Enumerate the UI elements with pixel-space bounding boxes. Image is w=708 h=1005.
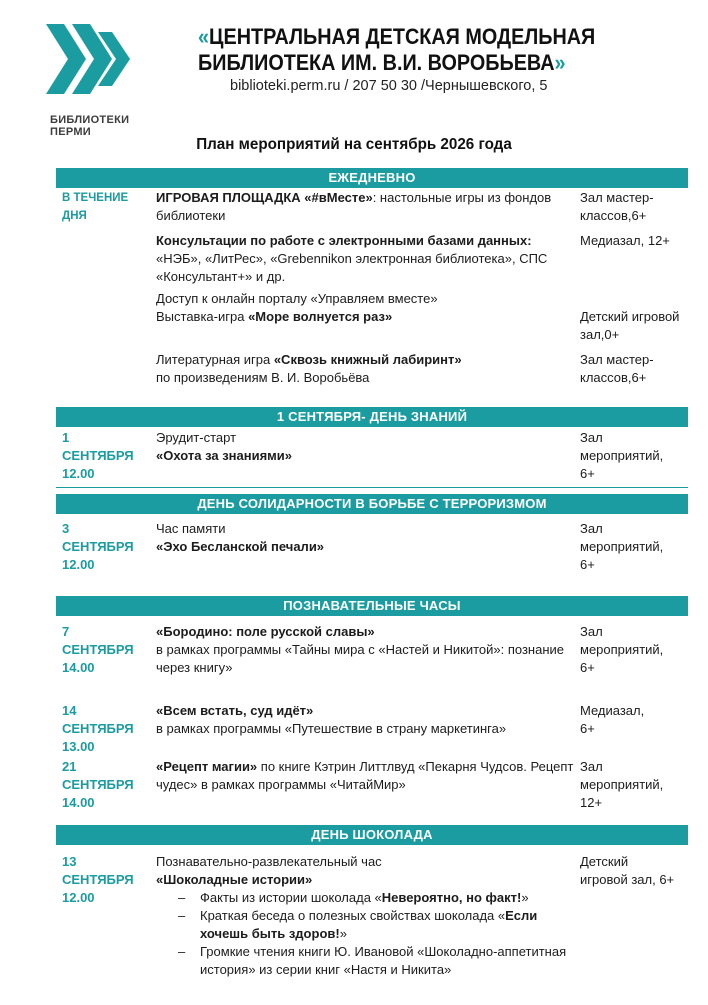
date-month: СЕНТЯБРЯ xyxy=(62,448,134,463)
date-daily xyxy=(62,189,152,225)
org-title-line1 xyxy=(198,24,639,50)
event-desc: Литературная игра xyxy=(156,352,274,367)
logo-text xyxy=(50,114,129,138)
section-header-knowledge-day: 1 СЕНТЯБРЯ- ДЕНЬ ЗНАНИЙ xyxy=(56,407,688,427)
date-daily-line2: ДНЯ xyxy=(62,210,87,222)
event-chocolate-stories xyxy=(156,853,576,979)
event-title: «Море волнуется раз» xyxy=(248,309,393,324)
event-place: Зал мастер-классов,6+ xyxy=(580,190,654,223)
date-sept-14 xyxy=(62,702,152,756)
item-text: Краткая беседа о полезных свойствах шоколада « xyxy=(200,908,506,923)
event-title: «Шоколадные истории» xyxy=(156,872,313,887)
list-item xyxy=(178,889,576,907)
org-title-line2 xyxy=(198,50,639,76)
event-place: Медиазал, 6+ xyxy=(580,703,645,736)
event-portal-access xyxy=(156,290,576,308)
event-place: Зал мероприятий, 6+ xyxy=(580,624,664,675)
event-desc: по книге Кэтрин Литтлвуд «Пекарня Чудсов. Рецепт чудес» в рамках программы «ЧитайМир» xyxy=(156,759,574,792)
date-day: 3 xyxy=(62,521,70,536)
date-daily-line1: В ТЕЧЕНИЕ xyxy=(62,192,129,204)
date-day: 1 xyxy=(62,430,70,445)
org-contacts: biblioteki.perm.ru / 207 50 30 /Чернышевского, 5 xyxy=(230,78,548,94)
event-title: Консультации по работе с электронными базами данных: xyxy=(156,233,532,248)
event-title: «Сквозь книжный лабиринт» xyxy=(273,352,462,367)
event-desc: : настольные игры из фондов библиотеки xyxy=(156,190,552,223)
list-item xyxy=(178,907,576,943)
org-title-text2: БИБЛИОТЕКА ИМ. В.И. ВОРОБЬЕВА xyxy=(198,50,555,75)
dash-bullet: – xyxy=(178,944,186,959)
date-month: СЕНТЯБРЯ xyxy=(62,642,134,657)
date-day: 7 xyxy=(62,624,70,639)
event-place: Медиазал, 12+ xyxy=(580,233,670,248)
item-bold: Если хочешь быть здоров! xyxy=(200,908,538,941)
event-desc: по произведениям В. И. Воробьёва xyxy=(156,370,370,385)
event-desc: «НЭБ», «ЛитРес», «Grebennikon электронная библиотека», СПС «Консультант+» и др. xyxy=(156,251,548,284)
event-borodino xyxy=(156,623,576,677)
section-header-cognitive-hours: ПОЗНАВАТЕЛЬНЫЕ ЧАСЫ xyxy=(56,596,688,616)
event-desc: Познавательно-развлекательный час xyxy=(156,854,382,869)
date-day: 14 xyxy=(62,703,77,718)
date-sept-13 xyxy=(62,853,152,907)
date-sept-21 xyxy=(62,758,152,812)
event-desc: Час памяти xyxy=(156,521,226,536)
list-item xyxy=(178,943,576,979)
event-place: Зал мастер-классов,6+ xyxy=(580,352,654,385)
date-month: СЕНТЯБРЯ xyxy=(62,539,134,554)
event-place: Детский игровой зал,0+ xyxy=(580,309,680,342)
event-erudite-start xyxy=(156,429,576,465)
date-month: СЕНТЯБРЯ xyxy=(62,721,134,736)
quote-close: » xyxy=(554,50,566,75)
library-logo-icon xyxy=(46,24,132,94)
date-sept-3 xyxy=(62,520,152,574)
org-header xyxy=(198,24,688,94)
date-month: СЕНТЯБРЯ xyxy=(62,872,134,887)
event-place: Зал мероприятий, 6+ xyxy=(580,430,664,481)
date-time: 14.00 xyxy=(62,795,95,810)
date-time: 12.00 xyxy=(62,890,95,905)
section-header-chocolate-day: ДЕНЬ ШОКОЛАДА xyxy=(56,825,688,845)
org-title-text1: ЦЕНТРАЛЬНАЯ ДЕТСКАЯ МОДЕЛЬНАЯ xyxy=(209,24,596,49)
section-header-solidarity-day: ДЕНЬ СОЛИДАРНОСТИ В БОРЬБЕ С ТЕРРОРИЗМОМ xyxy=(56,494,688,514)
date-time: 12.00 xyxy=(62,557,95,572)
date-sept-7 xyxy=(62,623,152,677)
date-month: СЕНТЯБРЯ xyxy=(62,777,134,792)
event-literary-game xyxy=(156,351,576,387)
event-magic-recipe xyxy=(156,758,576,794)
section-header-daily: ЕЖЕДНЕВНО xyxy=(56,168,688,188)
event-place: Детский игровой зал, 6+ xyxy=(580,854,675,887)
event-court xyxy=(156,702,576,738)
item-text: Факты из истории шоколада « xyxy=(200,890,382,905)
event-exhibition-game xyxy=(156,308,576,326)
item-text: Громкие чтения книги Ю. Ивановой «Шоколадно-аппетитная история» из серии книг «Настя и Никита» xyxy=(200,944,567,977)
date-time: 13.00 xyxy=(62,739,95,754)
event-place: Зал мероприятий, 12+ xyxy=(580,759,664,810)
event-title: «Бородино: поле русской славы» xyxy=(156,624,375,639)
event-title: «Охота за знаниями» xyxy=(156,448,293,463)
event-title: «Рецепт магии» xyxy=(156,759,258,774)
date-time: 12.00 xyxy=(62,466,95,481)
event-desc: Доступ к онлайн порталу «Управляем вместе» xyxy=(156,291,438,306)
event-title: «Эхо Бесланской печали» xyxy=(156,539,325,554)
date-day: 13 xyxy=(62,854,77,869)
event-place: Зал мероприятий, 6+ xyxy=(580,521,664,572)
page-title: План мероприятий на сентябрь 2026 года xyxy=(196,136,512,153)
logo-text-line2: ПЕРМИ xyxy=(50,126,92,138)
event-desc: в рамках программы «Тайны мира с «Настей и Никитой»: познание через книгу» xyxy=(156,642,565,675)
event-game-zone xyxy=(156,189,576,225)
event-title: «Всем встать, суд идёт» xyxy=(156,703,314,718)
event-memory-hour xyxy=(156,520,576,556)
event-desc: в рамках программы «Путешествие в страну маркетинга» xyxy=(156,721,507,736)
dash-bullet: – xyxy=(178,890,186,905)
event-desc: Эрудит-старт xyxy=(156,430,237,445)
item-bold: Невероятно, но факт! xyxy=(381,890,522,905)
date-sept-1 xyxy=(62,429,152,483)
quote-open: « xyxy=(198,24,210,49)
event-title: ИГРОВАЯ ПЛОЩАДКА «#вМесте» xyxy=(156,190,373,205)
date-day: 21 xyxy=(62,759,77,774)
event-desc: Выставка-игра xyxy=(156,309,249,324)
date-time: 14.00 xyxy=(62,660,95,675)
item-end: » xyxy=(521,890,529,905)
dash-bullet: – xyxy=(178,908,186,923)
event-consultations xyxy=(156,232,576,286)
logo-text-line1: БИБЛИОТЕКИ xyxy=(50,114,130,126)
item-end: » xyxy=(339,926,347,941)
section-divider xyxy=(56,487,688,488)
